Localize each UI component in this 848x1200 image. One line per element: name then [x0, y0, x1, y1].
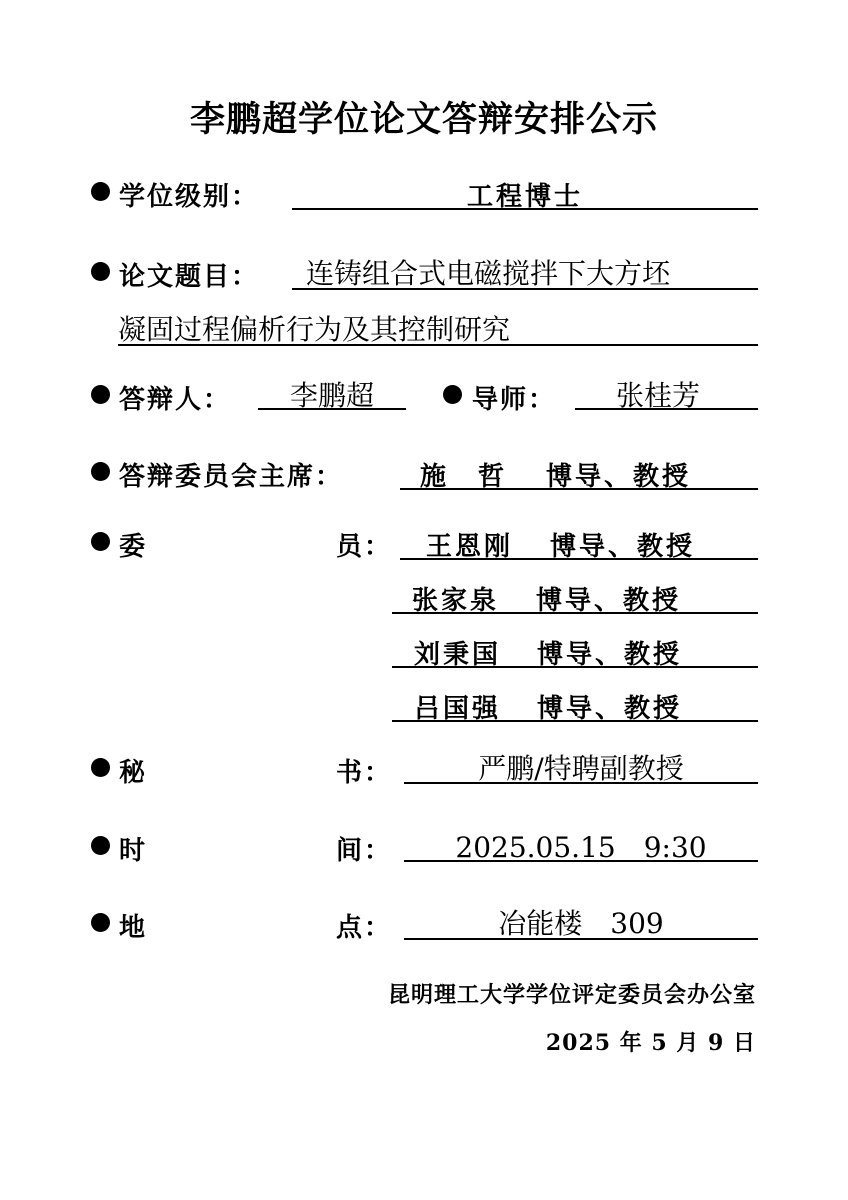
thesis-title-line1: 连铸组合式电磁搅拌下大方坯	[306, 257, 671, 290]
location-label-right: 点：	[336, 913, 393, 943]
members-label-left: 委	[119, 532, 148, 562]
advisor-underline	[575, 408, 758, 410]
chair-underline	[400, 488, 758, 490]
bullet-icon	[91, 532, 110, 551]
degree-value: 工程博士	[466, 182, 583, 212]
member-name: 刘秉国	[414, 640, 502, 670]
thesis-underline-1	[292, 288, 758, 290]
member-title: 博导、教授	[550, 532, 696, 562]
bullet-icon	[91, 836, 110, 855]
bullet-icon	[91, 913, 110, 932]
member-underline	[400, 558, 758, 560]
degree-underline	[292, 208, 758, 210]
secretary-label-right: 书：	[336, 758, 393, 788]
member-underline	[392, 612, 758, 614]
member-title: 博导、教授	[537, 640, 683, 670]
defender-underline	[258, 408, 406, 410]
chair-title: 博导、教授	[546, 462, 692, 492]
member-title: 博导、教授	[537, 694, 683, 724]
issue-date: 2025 年 5 月 9 日	[545, 1030, 756, 1056]
bullet-icon	[91, 758, 110, 777]
time-label-left: 时	[119, 836, 148, 866]
member-name: 吕国强	[414, 694, 502, 724]
bullet-icon	[91, 462, 110, 481]
location-underline	[404, 938, 758, 940]
bullet-icon	[91, 385, 110, 404]
bullet-icon	[91, 262, 110, 281]
time-underline	[404, 860, 758, 862]
secretary-label-left: 秘	[119, 758, 148, 788]
chair-label: 答辩委员会主席：	[119, 462, 344, 492]
page-title: 李鹏超学位论文答辩安排公示	[189, 100, 658, 140]
issuing-office: 昆明理工大学学位评定委员会办公室	[387, 982, 756, 1008]
member-name: 张家泉	[412, 586, 500, 616]
advisor-label: 导师：	[472, 385, 557, 415]
members-label-right: 员：	[336, 532, 393, 562]
member-name: 王恩刚	[426, 532, 514, 562]
defender-value: 李鹏超	[289, 379, 374, 412]
defender-label: 答辩人：	[119, 385, 232, 415]
member-underline	[392, 666, 758, 668]
advisor-value: 张桂芳	[615, 379, 700, 412]
degree-label: 学位级别：	[119, 182, 260, 212]
chair-name: 施 哲	[420, 462, 508, 492]
thesis-title-line2: 凝固过程偏析行为及其控制研究	[118, 313, 511, 346]
bullet-icon	[91, 182, 110, 201]
location-value: 冶能楼 309	[498, 907, 664, 940]
member-underline	[392, 720, 758, 722]
thesis-underline-2	[118, 344, 758, 346]
thesis-label: 论文题目：	[119, 262, 260, 292]
time-value: 2025.05.15 9:30	[455, 831, 707, 864]
member-title: 博导、教授	[536, 586, 682, 616]
secretary-underline	[404, 782, 758, 784]
bullet-icon	[443, 385, 462, 404]
location-label-left: 地	[119, 913, 148, 943]
secretary-value: 严鹏/特聘副教授	[478, 752, 684, 785]
time-label-right: 间：	[336, 836, 393, 866]
